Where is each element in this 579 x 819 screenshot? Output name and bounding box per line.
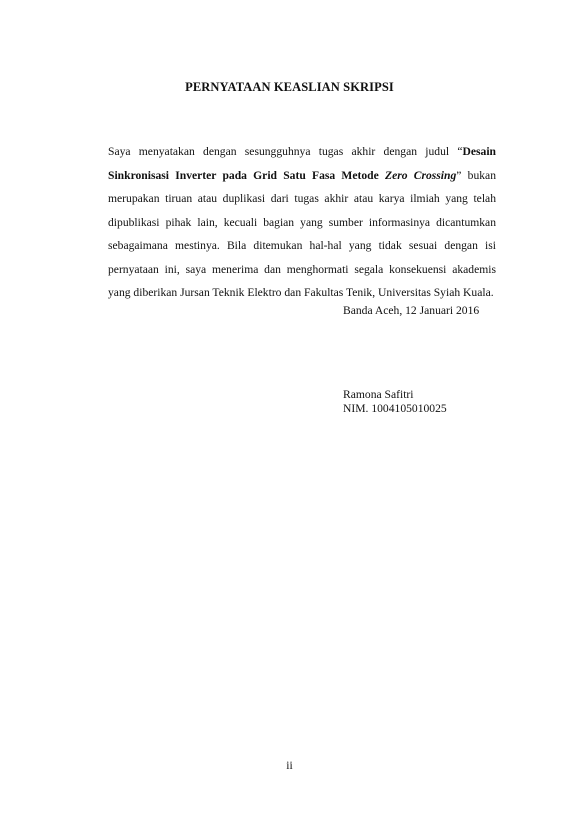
paragraph-text: ” bukan [456, 168, 496, 182]
paragraph-line-5: sebagaimana mestinya. Bila ditemukan hal-hal yang tidak sesuai dengan isi [108, 239, 496, 252]
paragraph-line-4: dipublikasi pihak lain, kecuali bagian yang sumber informasinya dicantumkan [108, 215, 496, 229]
place-date: Banda Aceh, 12 Januari 2016 [343, 304, 480, 317]
paragraph-line-3: merupakan tiruan atau duplikasi dari tugas akhir atau karya ilmiah yang telah [108, 192, 496, 205]
paragraph-line-1 [108, 140, 496, 164]
thesis-title-bold: Desain [462, 145, 496, 158]
signer-nim: NIM. 1004105010025 [343, 402, 447, 415]
paragraph-line-7: yang diberikan Jursan Teknik Elektro dan Fakultas Tenik, Universitas Syiah Kuala. [108, 286, 494, 299]
page-title: PERNYATAAN KEASLIAN SKRIPSI [185, 80, 394, 94]
page-number: ii [286, 759, 293, 772]
paragraph-line-2 [108, 164, 496, 188]
statement-paragraph [108, 140, 496, 305]
thesis-title-bold: Sinkronisasi Inverter pada Grid Satu Fasa Metode [108, 168, 385, 182]
signer-name: Ramona Safitri [343, 388, 414, 401]
thesis-title-bold-italic: Zero Crossing [384, 168, 457, 182]
paragraph-text: Saya menyatakan dengan sesungguhnya tugas akhir dengan judul “ [108, 145, 463, 158]
paragraph-line-6: pernyataan ini, saya menerima dan menghormati segala konsekuensi akademis [108, 262, 496, 276]
